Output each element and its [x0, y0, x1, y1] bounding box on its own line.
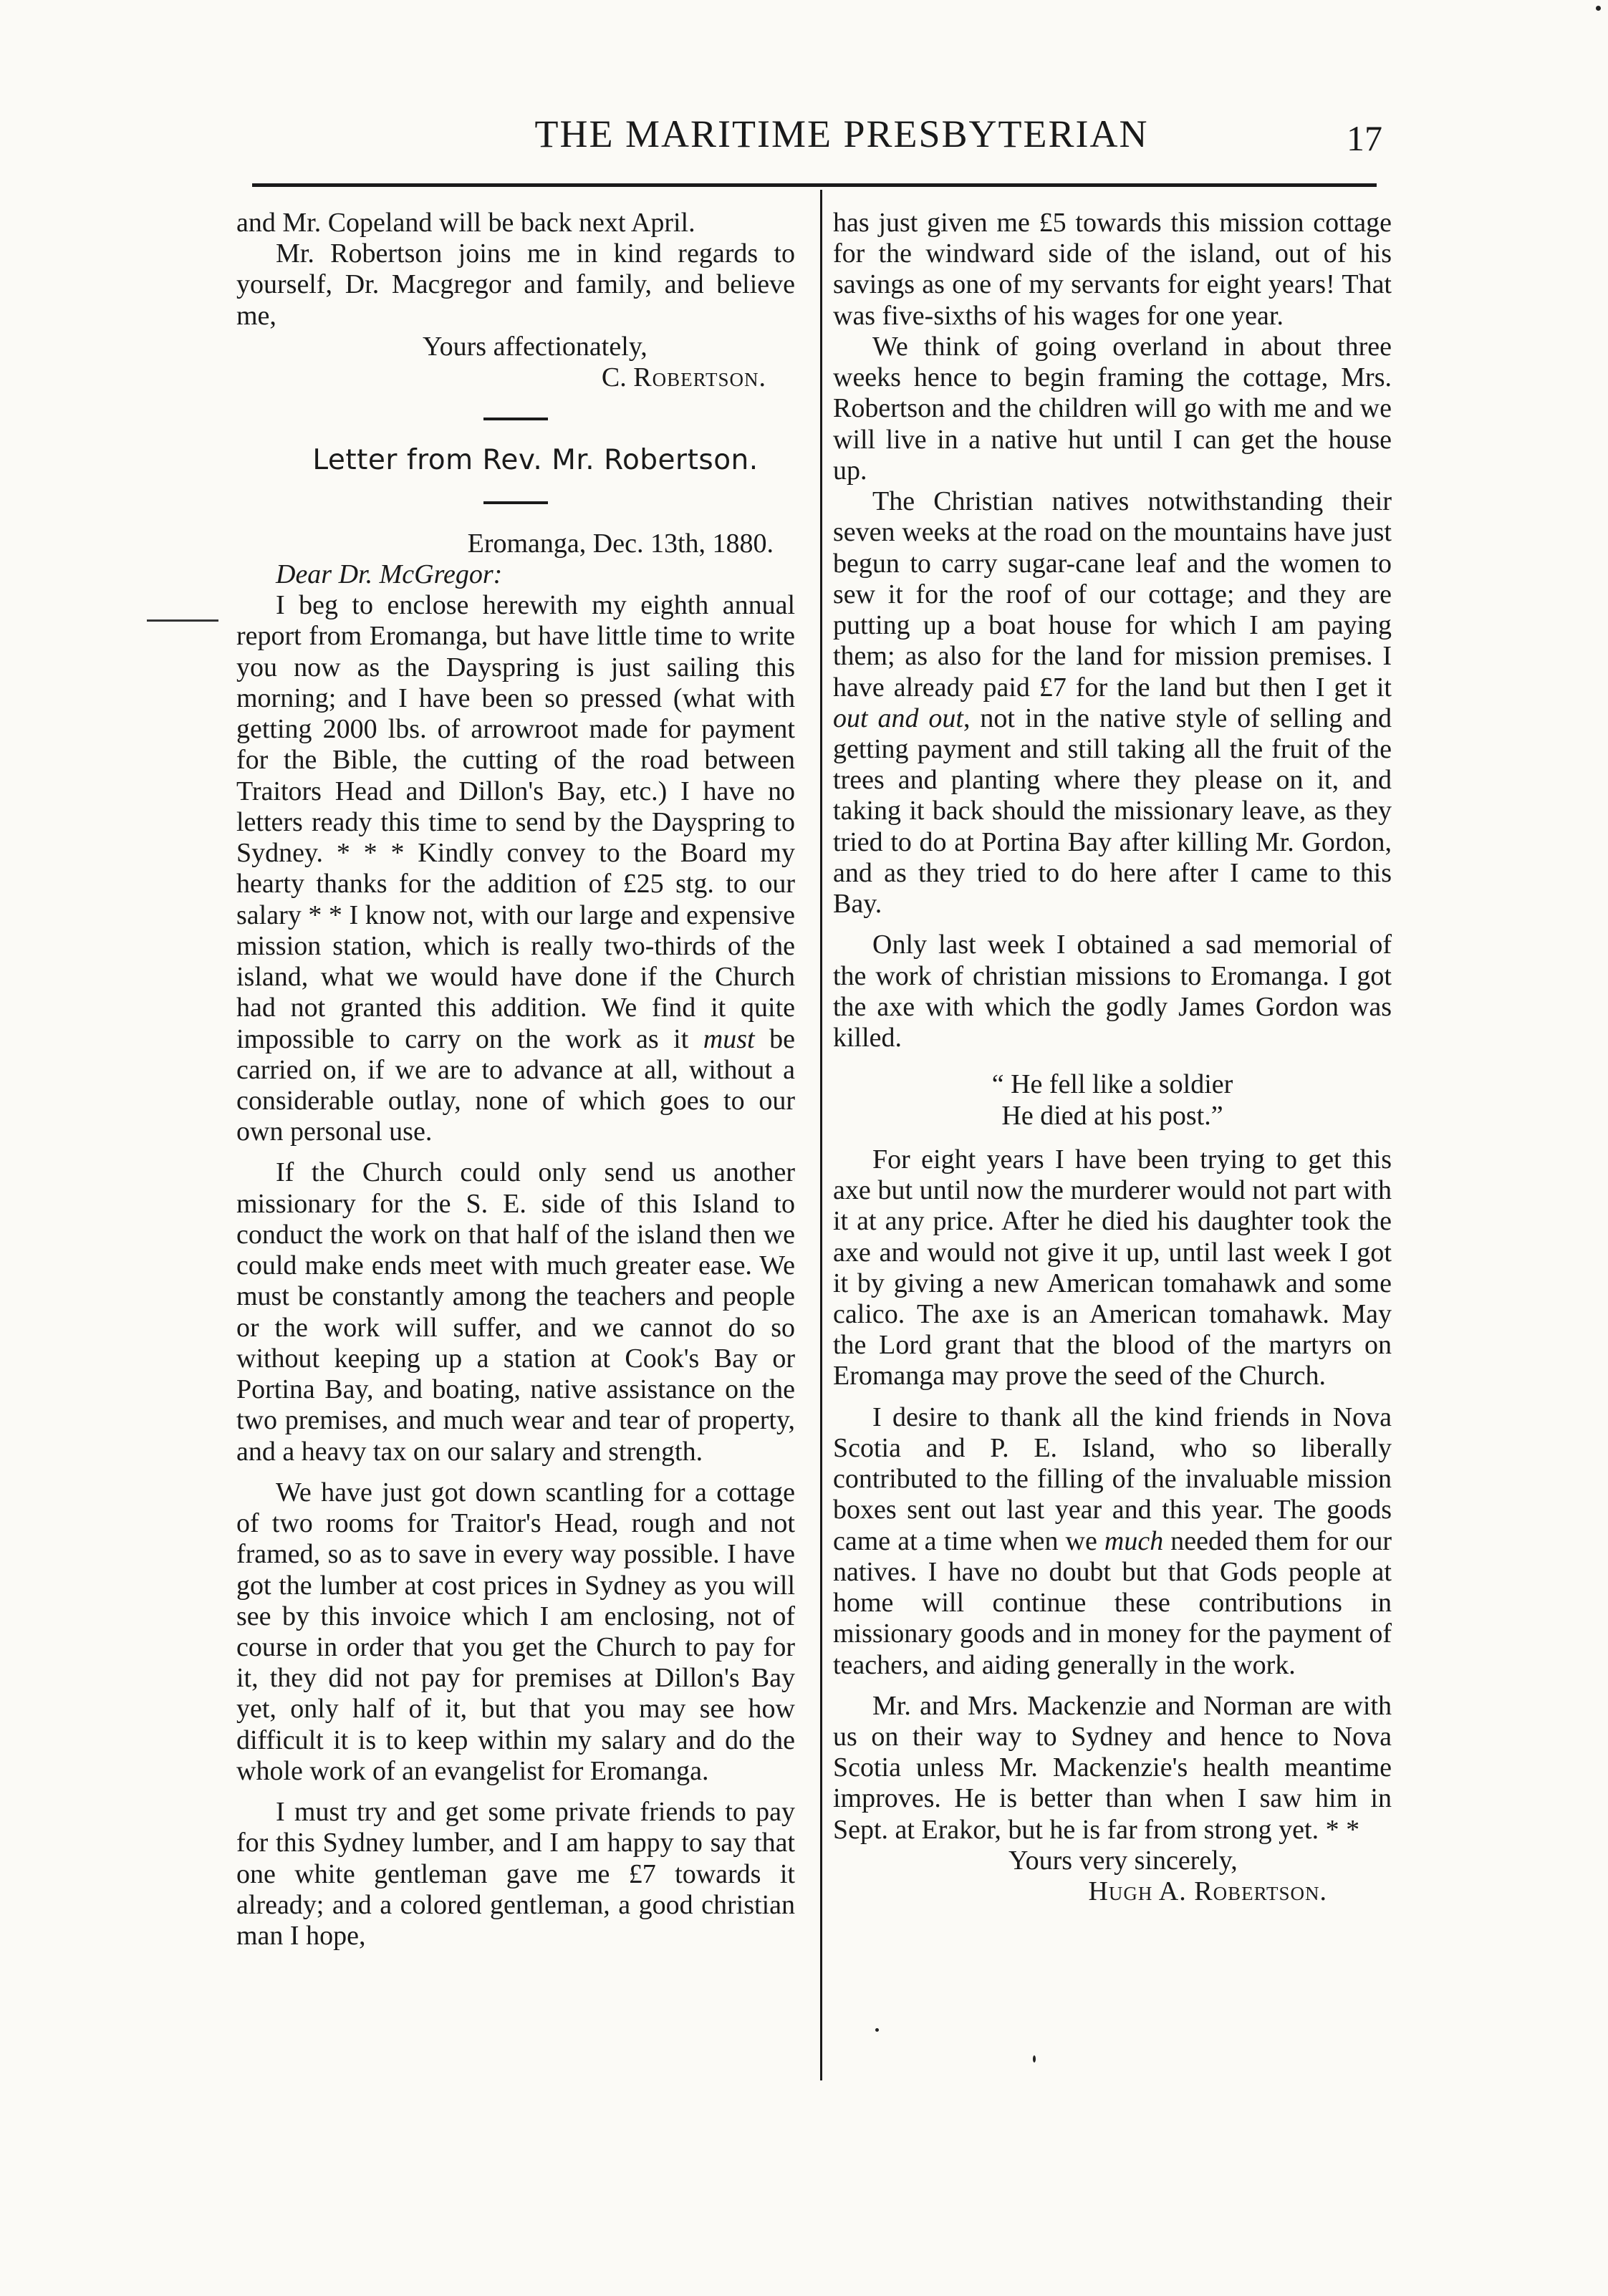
paragraph-text: be carried on, if we are to advance at all, without a considerable outlay, none of which goes to our own personal use.	[236, 1023, 796, 1147]
paragraph-text: I beg to enclose herewith my eighth annual report from Eromanga, but have little time to write you now as the Dayspring is just sailing this morning; and I have been so pressed (what with getting 2000 lbs. of arrowroot made for payment for the Bible, the cutting of the road between Traitors Head and Dillon's Bay, etc.) I have no letters ready this time to send by the Dayspring to Sydney. * * * Kindly convey to the Board my hearty thanks for the addition of £25 stg. to our salary * * I know not, with our large and expensive mission station, which is really two-thirds of the island, what we would have done if the Church had not granted this addition. We find it quite impossible to carry on the work as it	[236, 590, 795, 1054]
paragraph	[833, 1402, 1392, 1681]
section-divider	[483, 501, 548, 504]
page-number: 17	[1347, 118, 1382, 158]
quote-line: “ He fell like a soldier	[991, 1069, 1233, 1100]
paragraph-text: I desire to thank all the kind friends in Nova Scotia and P. E. Island, who so liberally contributed to the filling of the invaluable mission boxes sent out last year and this year. The goods came at a time when we	[833, 1402, 1392, 1556]
sign-off: Yours very sincerely,	[1008, 1845, 1238, 1876]
header-rule	[252, 183, 1377, 187]
page-title: THE MARITIME PRESBYTERIAN	[534, 112, 1149, 155]
paragraph: For eight years I have been trying to get this axe but until now the murderer would not part with it at any price. After he died his daughter took the axe and would not give it up, until last week I got it by giving a new American tomahawk and some calico. The axe is an American tomahawk. May the Lord grant that the blood of the martyrs on Eromanga may prove the seed of the Church.	[833, 1144, 1392, 1391]
signature-initial: C.	[601, 362, 634, 393]
quote-line: He died at his post.”	[1001, 1100, 1223, 1131]
ink-speck	[875, 2028, 879, 2032]
column-divider	[820, 190, 822, 2080]
paragraph: We think of going overland in about three weeks hence to begin framing the cottage, Mrs. Robertson and the children will go with me and we will live in a native hut until I can get the house up.	[833, 331, 1392, 486]
paragraph: If the Church could only send us another missionary for the S. E. side of this Island to conduct the work on that half of the island then we could make ends meet with much greater ease. We must be constantly among the teachers and people or the work will suffer, and we cannot do so without keeping up a station at Cook's Bay or Portina Bay, and boating, native assistance on the two premises, and much wear and tear of property, and a heavy tax on our salary and strength.	[236, 1157, 795, 1467]
paragraph: We have just got down scantling for a cottage of two rooms for Traitor's Head, rough and not framed, so as to save in every way possible. I have got the lumber at cost prices in Sydney as you will see by this invoice which I am enclosing, not of course in order that you get the Church to pay for it, they did not pay for premises at Dillon's Bay yet, only half of it, but that you may see how difficult it is to keep within my salary and do the whole work of an evangelist for Eromanga.	[236, 1477, 795, 1786]
sign-off: Yours affectionately,	[423, 331, 647, 362]
paragraph	[236, 590, 795, 1147]
dateline: Eromanga, Dec. 13th, 1880.	[467, 528, 774, 559]
margin-mark	[147, 619, 218, 622]
emphasis: much	[1104, 1525, 1164, 1556]
quote-block	[833, 1069, 1392, 1131]
paragraph: I must try and get some private friends to pay for this Sydney lumber, and I am happy to say that one white gentleman gave me £7 towards it already; and a colored gentleman, a good christian man I hope,	[236, 1797, 795, 1952]
emphasis: must	[703, 1023, 755, 1054]
paragraph	[833, 486, 1392, 920]
paragraph: Mr. and Mrs. Mackenzie and Norman are with us on their way to Sydney and hence to Nova Scotia unless Mr. Mackenzie's health meantime improves. He is better than when I saw him in Sept. at Erakor, but he is far from strong yet. * *	[833, 1690, 1392, 1845]
ink-speck	[1033, 2055, 1036, 2063]
paragraph-text: , not in the native style of selling and getting payment and still taking all the fruit of the trees and planting where they please on it, and taking it back should the missionary leave, as they tried to do at Portina Bay after killing Mr. Gordon, and as they tried to do here after I came to this Bay.	[833, 703, 1392, 920]
section-heading: Letter from Rev. Mr. Robertson.	[312, 444, 759, 477]
emphasis: out and out	[833, 703, 963, 733]
paragraph: has just given me £5 towards this mission cottage for the windward side of the island, out of his savings as one of my servants for eight years! That was five-sixths of his wages for one year.	[833, 208, 1392, 331]
section-divider	[483, 418, 548, 420]
paragraph: Only last week I obtained a sad memorial of the work of christian missions to Eromanga. I got the axe with which the godly James Gordon was killed.	[833, 930, 1392, 1053]
paragraph: Mr. Robertson joins me in kind regards to yourself, Dr. Macgregor and family, and believe me,	[236, 238, 795, 331]
ink-speck	[1596, 6, 1601, 11]
signature: Hugh A. Robertson.	[1088, 1876, 1327, 1907]
signature-name: Robertson.	[633, 362, 766, 393]
paragraph: and Mr. Copeland will be back next April.	[236, 208, 695, 238]
left-column	[236, 208, 795, 1952]
signature	[236, 362, 795, 393]
salutation: Dear Dr. McGregor:	[276, 559, 503, 590]
paragraph-text: The Christian natives notwithstanding their seven weeks at the road on the mountains have just begun to carry sugar-cane leaf and the women to sew it for the roof of our cottage; and they are putting up a boat house for which I am paying them; as also for the land for mission premises. I have already paid £7 for the land but then I get it	[833, 486, 1392, 703]
paragraph-text: needed them for our natives. I have no doubt but that Gods people at home will continue these contributions in missionary goods and in money for the payment of teachers, and aiding generally in the work.	[833, 1525, 1392, 1680]
right-column	[833, 208, 1392, 1907]
